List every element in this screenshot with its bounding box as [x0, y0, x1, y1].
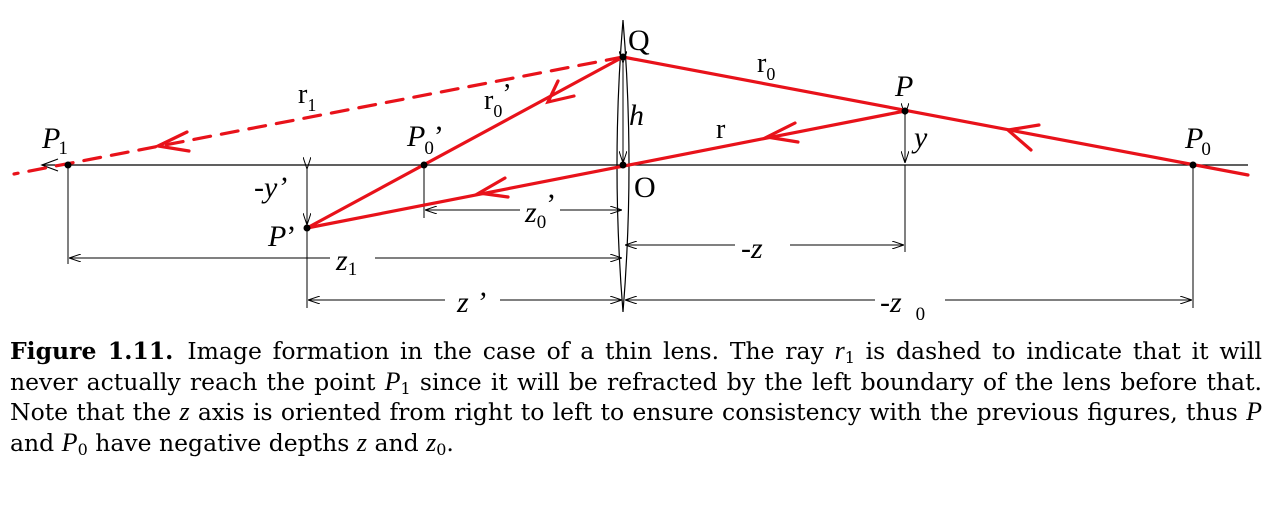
label-neg-z0: -z $_0$ — [880, 286, 926, 325]
label-p1: P1 — [42, 122, 68, 159]
label-z0-prime: $z_0$’ — [525, 188, 557, 233]
point-p0 — [1190, 162, 1197, 169]
label-z-prime: z ’ — [457, 286, 487, 319]
ray-r-arrowhead-2 — [479, 178, 508, 197]
label-p0: P0 — [1185, 122, 1211, 160]
ray-r0-prime — [307, 57, 623, 228]
label-o: O — [634, 171, 656, 204]
label-r: r — [716, 114, 726, 145]
label-h: h — [629, 99, 644, 132]
figure-label: Figure 1.11. — [10, 337, 174, 365]
ray-r1-dashed — [14, 57, 623, 174]
point-p1 — [65, 162, 72, 169]
label-r0-prime: $r_0$’ — [484, 79, 512, 121]
label-neg-y-prime: -y’ — [254, 171, 288, 204]
label-neg-z: -z — [741, 232, 763, 265]
point-p — [902, 108, 909, 115]
label-p: P — [895, 70, 914, 103]
label-q: Q — [628, 24, 650, 57]
point-p0-prime — [421, 162, 428, 169]
label-p-prime: P’ — [268, 220, 297, 253]
figure-caption: Figure 1.11. Image formation in the case of a thin lens. The ray $r_1$ is dashed to indicate that it will never actually reach the point $P_1$ since it will be refracted by the left boundary of the lens before that. Note that the z axis is oriented from right to left to ensure consistency with the previous figures, thus P and $P_0$ have negative depths z and $z_0$. — [10, 336, 1263, 459]
label-r1: $r_1$ — [298, 79, 317, 115]
label-r0: $r_0$ — [757, 48, 776, 84]
ray-r0-arrowhead — [1008, 125, 1039, 150]
point-p-prime — [304, 225, 311, 232]
point-o — [620, 162, 627, 169]
label-z1: z1 — [336, 244, 358, 280]
label-y: y — [914, 121, 928, 154]
point-q — [620, 54, 627, 61]
label-p0-prime: P0’ — [407, 120, 444, 159]
